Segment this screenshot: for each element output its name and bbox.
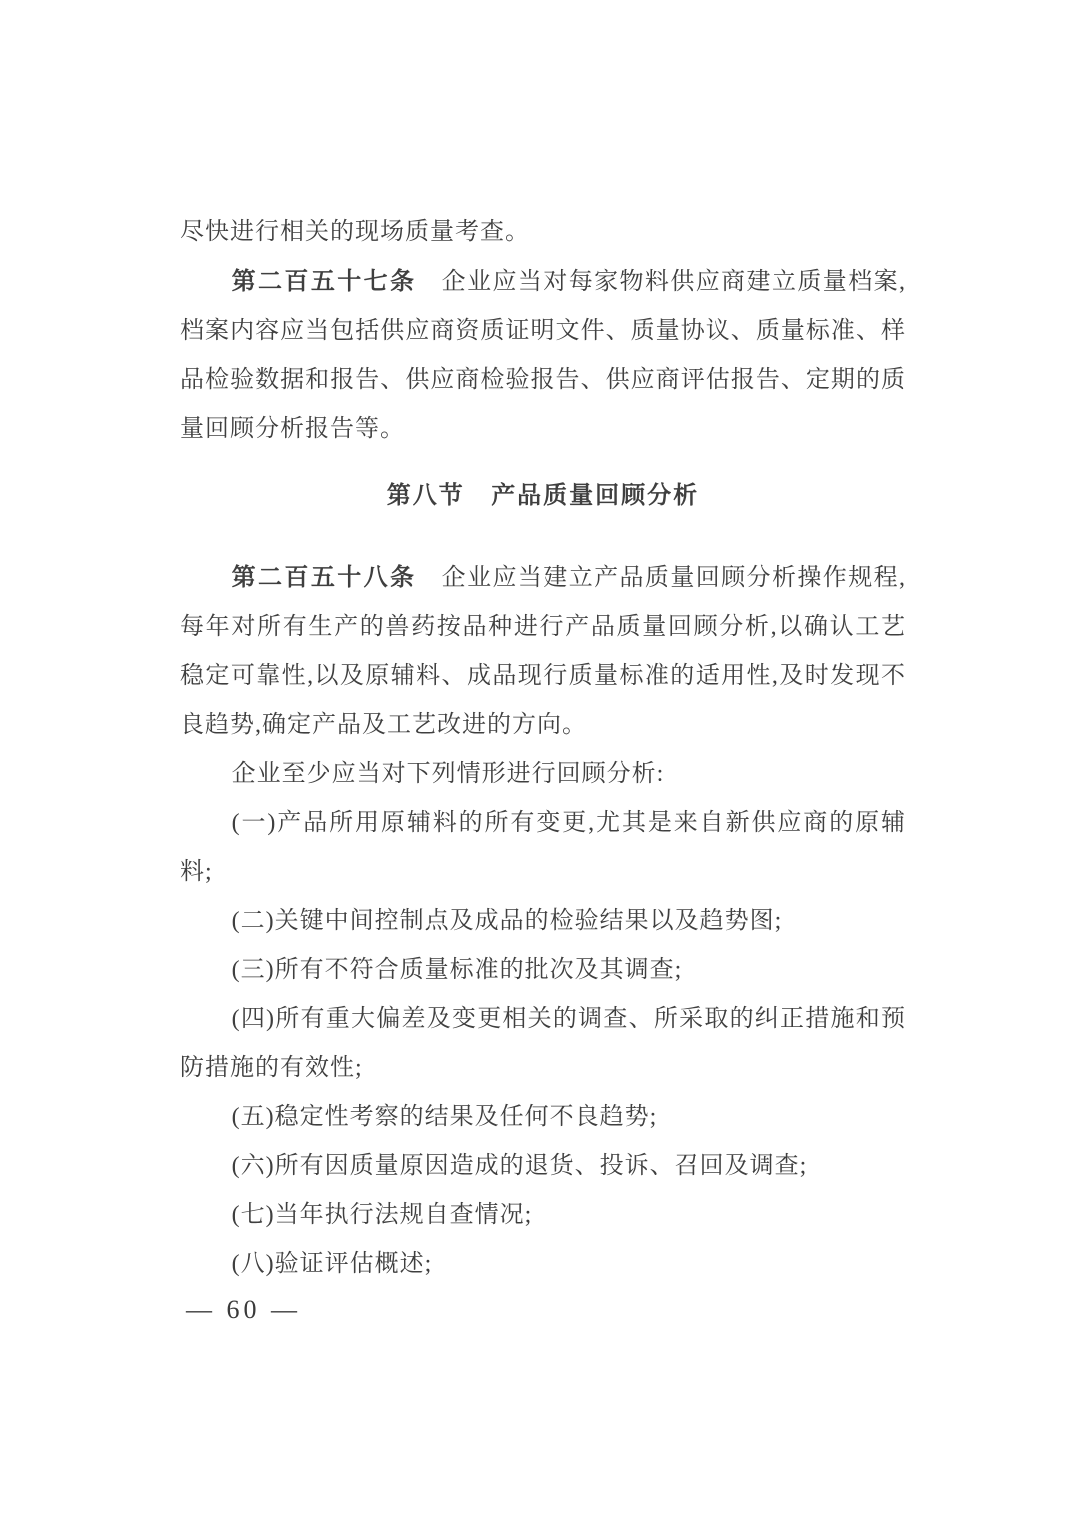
review-item-7: (七)当年执行法规自查情况; (231, 1202, 533, 1228)
article-258-paragraph (180, 553, 906, 750)
review-list-intro: 企业至少应当对下列情形进行回顾分析: (231, 761, 665, 787)
section-8-heading (180, 472, 906, 521)
article-258-text: 企业应当建立产品质量回顾分析操作规程,每年对所有生产的兽药按品种进行产品质量回顾分析,以确认工艺稳定可靠性,以及原辅料、成品现行质量标准的适用性,及时发现不良趋势,确定产品及工艺改进的方向。 (180, 565, 907, 738)
article-257-text: 企业应当对每家物料供应商建立质量档案,档案内容应当包括供应商资质证明文件、质量协议、质量标准、样品检验数据和报告、供应商检验报告、供应商评估报告、定期的质量回顾分析报告等。 (180, 269, 907, 442)
section-8-title: 产品质量回顾分析 (491, 483, 700, 509)
review-item-6: (六)所有因质量原因造成的退货、投诉、召回及调查; (231, 1153, 808, 1179)
review-item-2: (二)关键中间控制点及成品的检验结果以及趋势图; (231, 908, 783, 934)
page-body-text (180, 208, 906, 1289)
article-257-paragraph (180, 257, 906, 454)
section-8-label: 第八节 (386, 483, 465, 509)
article-258-label: 第二百五十八条 (231, 564, 417, 591)
review-item-1: (一)产品所用原辅料的所有变更,尤其是来自新供应商的原辅料; (180, 810, 906, 885)
page-number-footer: — 60 — (186, 1295, 301, 1324)
review-item-3: (三)所有不符合质量标准的批次及其调查; (231, 957, 683, 983)
continuation-paragraph: 尽快进行相关的现场质量考查。 (180, 219, 530, 245)
review-item-4: (四)所有重大偏差及变更相关的调查、所采取的纠正措施和预防措施的有效性; (180, 1006, 906, 1081)
article-257-label: 第二百五十七条 (231, 268, 417, 295)
review-item-5: (五)稳定性考察的结果及任何不良趋势; (231, 1104, 658, 1130)
review-item-8: (八)验证评估概述; (231, 1251, 433, 1277)
